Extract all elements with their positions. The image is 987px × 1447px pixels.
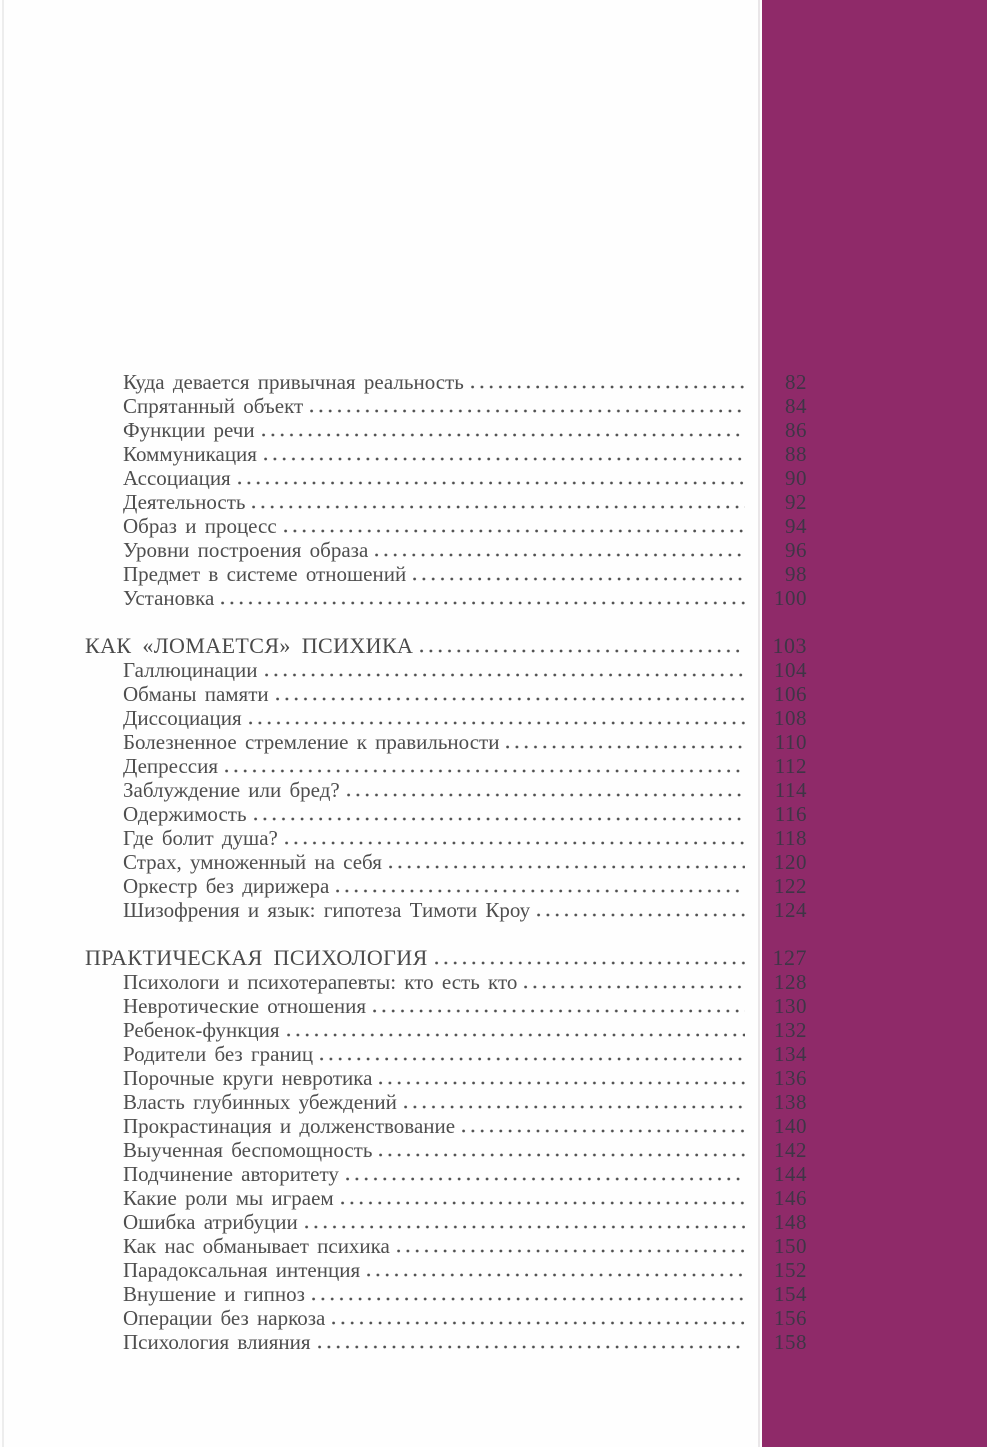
- dotted-leader: [537, 913, 745, 917]
- toc-entry-title: Какие роли мы играем: [123, 1186, 334, 1210]
- toc-entry-page-number: 104: [774, 658, 807, 682]
- dotted-leader: [341, 1201, 745, 1205]
- toc-entry-title: Болезненное стремление к правильности: [123, 730, 500, 754]
- toc-entry-page-number: 124: [774, 898, 807, 922]
- toc-section: [0, 634, 807, 922]
- toc-row: [0, 394, 807, 418]
- dotted-leader: [318, 1345, 745, 1349]
- toc-entry-page-number: 118: [774, 826, 807, 850]
- toc-entry-page-number: 110: [774, 730, 807, 754]
- toc-row: [0, 802, 807, 826]
- dotted-leader: [284, 529, 745, 533]
- toc-entry-title: Психология влияния: [123, 1330, 311, 1354]
- toc-entry-title: Страх, умноженный на себя: [123, 850, 382, 874]
- toc-entry-title: Психологи и психотерапевты: кто есть кто: [123, 970, 518, 994]
- toc-row: [0, 874, 807, 898]
- toc-entry-page-number: 150: [774, 1234, 807, 1258]
- toc-entry-page-number: 103: [772, 633, 807, 658]
- toc-entry-page-number: 138: [774, 1090, 807, 1114]
- dotted-leader: [254, 817, 745, 821]
- toc-entry-page-number: 84: [785, 394, 807, 418]
- dotted-leader: [262, 433, 745, 437]
- toc-entry-title: Прокрастинация и долженствование: [123, 1114, 456, 1138]
- toc-row: [0, 1018, 807, 1042]
- toc-row: [0, 1282, 807, 1306]
- dotted-leader: [524, 985, 745, 989]
- toc-entry-title: Предмет в системе отношений: [123, 562, 407, 586]
- dotted-leader: [375, 553, 745, 557]
- dotted-leader: [435, 961, 745, 965]
- dotted-leader: [506, 745, 745, 749]
- toc-entry-title: Ошибка атрибуции: [123, 1210, 298, 1234]
- toc-entry-title: Подчинение авторитету: [123, 1162, 339, 1186]
- toc-entry-page-number: 116: [774, 802, 807, 826]
- toc-entry-page-number: 88: [785, 442, 807, 466]
- toc-row: [0, 658, 807, 682]
- toc-entry-title: Как нас обманывает психика: [123, 1234, 390, 1258]
- toc-entry-title: Ассоциация: [123, 466, 231, 490]
- dotted-leader: [221, 601, 745, 605]
- dotted-leader: [379, 1081, 745, 1085]
- toc-row: [0, 754, 807, 778]
- toc-entry-page-number: 127: [772, 945, 807, 970]
- toc-entry-page-number: 136: [774, 1066, 807, 1090]
- toc-entry-page-number: 100: [774, 586, 807, 610]
- toc-entry-title: Диссоциация: [123, 706, 242, 730]
- toc-entry-page-number: 122: [774, 874, 807, 898]
- toc-section: [0, 946, 807, 1354]
- toc-entry-page-number: 114: [774, 778, 807, 802]
- toc-row: [0, 418, 807, 442]
- table-of-contents: [0, 370, 807, 1354]
- toc-entry-page-number: 120: [774, 850, 807, 874]
- toc-entry-title: Заблуждение или бред?: [123, 778, 340, 802]
- toc-entry-page-number: 146: [774, 1186, 807, 1210]
- toc-row: [0, 994, 807, 1018]
- toc-row: [0, 778, 807, 802]
- toc-section-heading: [0, 946, 807, 970]
- toc-entry-page-number: 130: [774, 994, 807, 1018]
- toc-row: [0, 1258, 807, 1282]
- toc-row: [0, 1042, 807, 1066]
- toc-entry-title: Уровни построения образа: [123, 538, 369, 562]
- dotted-leader: [332, 1321, 745, 1325]
- toc-entry-title: Оркестр без дирижера: [123, 874, 330, 898]
- dotted-leader: [389, 865, 745, 869]
- toc-row: [0, 826, 807, 850]
- toc-entry-title: Власть глубинных убеждений: [123, 1090, 397, 1114]
- dotted-leader: [373, 1009, 745, 1013]
- dotted-leader: [471, 385, 745, 389]
- toc-entry-title: Галлюцинации: [123, 658, 258, 682]
- toc-entry-page-number: 144: [774, 1162, 807, 1186]
- toc-row: [0, 1090, 807, 1114]
- dotted-leader: [413, 577, 745, 581]
- toc-entry-title: Невротические отношения: [123, 994, 367, 1018]
- dotted-leader: [462, 1129, 745, 1133]
- dotted-leader: [420, 649, 745, 653]
- toc-entry-title: ПРАКТИЧЕСКАЯ ПСИХОЛОГИЯ: [85, 945, 428, 970]
- toc-row: [0, 1330, 807, 1354]
- dotted-leader: [336, 889, 745, 893]
- dotted-leader: [265, 673, 745, 677]
- toc-entry-page-number: 82: [785, 370, 807, 394]
- toc-row: [0, 1066, 807, 1090]
- dotted-leader: [404, 1105, 745, 1109]
- dotted-leader: [285, 841, 745, 845]
- dotted-leader: [264, 457, 745, 461]
- dotted-leader: [397, 1249, 745, 1253]
- toc-row: [0, 514, 807, 538]
- toc-row: [0, 490, 807, 514]
- toc-entry-page-number: 86: [785, 418, 807, 442]
- toc-entry-page-number: 128: [774, 970, 807, 994]
- toc-entry-page-number: 96: [785, 538, 807, 562]
- toc-entry-page-number: 152: [774, 1258, 807, 1282]
- dotted-leader: [312, 1297, 745, 1301]
- toc-entry-title: Порочные круги невротика: [123, 1066, 373, 1090]
- toc-entry-title: Парадоксальная интенция: [123, 1258, 361, 1282]
- toc-row: [0, 466, 807, 490]
- toc-entry-title: Установка: [123, 586, 215, 610]
- dotted-leader: [252, 505, 745, 509]
- toc-entry-title: Шизофрения и язык: гипотеза Тимоти Кроу: [123, 898, 531, 922]
- dotted-leader: [367, 1273, 745, 1277]
- toc-entry-page-number: 140: [774, 1114, 807, 1138]
- toc-entry-page-number: 112: [774, 754, 807, 778]
- toc-entry-title: Выученная беспомощность: [123, 1138, 373, 1162]
- toc-entry-page-number: 156: [774, 1306, 807, 1330]
- toc-entry-page-number: 134: [774, 1042, 807, 1066]
- toc-entry-page-number: 132: [774, 1018, 807, 1042]
- toc-row: [0, 370, 807, 394]
- toc-entry-page-number: 92: [785, 490, 807, 514]
- toc-entry-page-number: 148: [774, 1210, 807, 1234]
- toc-row: [0, 1114, 807, 1138]
- dotted-leader: [287, 1033, 745, 1037]
- toc-row: [0, 562, 807, 586]
- toc-row: [0, 1186, 807, 1210]
- toc-row: [0, 898, 807, 922]
- toc-entry-title: Одержимость: [123, 802, 247, 826]
- dotted-leader: [225, 769, 745, 773]
- toc-row: [0, 1210, 807, 1234]
- toc-row: [0, 1234, 807, 1258]
- dotted-leader: [379, 1153, 745, 1157]
- toc-entry-title: Ребенок-функция: [123, 1018, 280, 1042]
- toc-entry-title: Обманы памяти: [123, 682, 269, 706]
- toc-row: [0, 850, 807, 874]
- toc-entry-title: Куда девается привычная реальность: [123, 370, 464, 394]
- toc-entry-page-number: 90: [785, 466, 807, 490]
- toc-row: [0, 538, 807, 562]
- toc-entry-title: Коммуникация: [123, 442, 257, 466]
- toc-row: [0, 730, 807, 754]
- toc-row: [0, 682, 807, 706]
- toc-entry-title: Где болит душа?: [123, 826, 278, 850]
- toc-row: [0, 442, 807, 466]
- dotted-leader: [276, 697, 745, 701]
- toc-entry-title: Родители без границ: [123, 1042, 314, 1066]
- dotted-leader: [238, 481, 745, 485]
- toc-entry-page-number: 106: [774, 682, 807, 706]
- dotted-leader: [346, 1177, 745, 1181]
- toc-entry-page-number: 142: [774, 1138, 807, 1162]
- dotted-leader: [320, 1057, 745, 1061]
- dotted-leader: [249, 721, 745, 725]
- toc-entry-title: Функции речи: [123, 418, 255, 442]
- toc-entry-page-number: 108: [774, 706, 807, 730]
- toc-entry-title: Деятельность: [123, 490, 246, 514]
- toc-entry-title: Операции без наркоза: [123, 1306, 326, 1330]
- dotted-leader: [347, 793, 745, 797]
- toc-section-heading: [0, 634, 807, 658]
- toc-entry-page-number: 98: [785, 562, 807, 586]
- toc-entry-title: Внушение и гипноз: [123, 1282, 305, 1306]
- toc-section: [0, 370, 807, 610]
- toc-entry-page-number: 154: [774, 1282, 807, 1306]
- toc-row: [0, 1162, 807, 1186]
- toc-entry-title: Депрессия: [123, 754, 219, 778]
- toc-entry-title: КАК «ЛОМАЕТСЯ» ПСИХИКА: [85, 633, 414, 658]
- toc-row: [0, 586, 807, 610]
- toc-entry-title: Образ и процесс: [123, 514, 277, 538]
- toc-row: [0, 1306, 807, 1330]
- dotted-leader: [305, 1225, 745, 1229]
- toc-entry-page-number: 158: [774, 1330, 807, 1354]
- toc-row: [0, 706, 807, 730]
- toc-entry-page-number: 94: [785, 514, 807, 538]
- dotted-leader: [310, 409, 745, 413]
- toc-row: [0, 970, 807, 994]
- toc-row: [0, 1138, 807, 1162]
- toc-entry-title: Спрятанный объект: [123, 394, 304, 418]
